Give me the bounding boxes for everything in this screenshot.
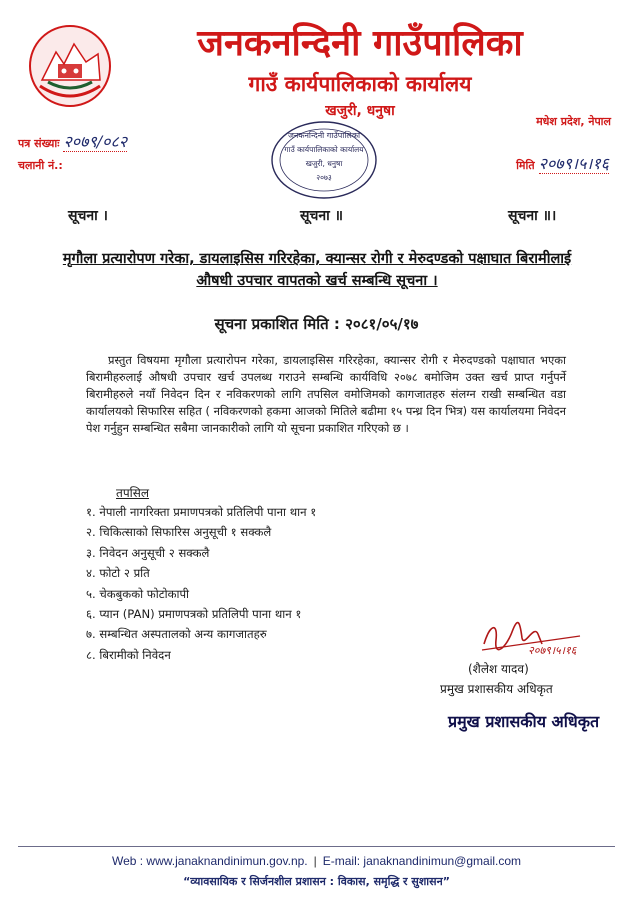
notice-body: प्रस्तुत विषयमा मृगौला प्रत्यारोपन गरेका, डायलाइसिस गरिरहेका, क्यान्सर रोगी र मेरुदण्डको पक्षाघात भएका बिरामीहरुलाई औषधी उपचार खर्च उपलब्ध गराउने सम्बन्धि कार्यविधि २०७८ बमोजिम उक्त खर्च प्राप्त गर्नुपर्ने बिरामीहरुले नयाँ निवेदन दिन र नविकरणको लागि तपसिल वमोजिमको कागजातहरु संलग्न राखी सम्बन्धित वडा कार्यालयको सिफारिस सहित ( नविकरणको हकमा आजको मितिले बढीमा १५ पन्ध्र दिन भित्र) यस कार्यालयमा निवेदन पेश गर्नुहुन सम्बन्धित सबैमा जानकारीको लागि यो सूचना प्रकाशित गरिएको छ । bbox=[86, 353, 566, 435]
office-name: गाउँ कार्यपालिकाको कार्यालय bbox=[248, 72, 472, 96]
footer-web-link[interactable]: Web : www.janaknandinimun.gov.np. bbox=[111, 854, 308, 868]
chalani-number bbox=[18, 158, 63, 173]
list-item: २. चिकित्साको सिफारिस अनुसूची १ सक्कलै bbox=[86, 525, 272, 540]
notice-label-1: सूचना । bbox=[68, 208, 108, 224]
patra-value: २०७९/०८२ bbox=[63, 132, 128, 151]
attachment-list-title: तपसिल bbox=[116, 486, 150, 500]
subject-text: मृगौला प्रत्यारोपण गरेका, डायलाइसिस गरिरहेका, क्यान्सर रोगी र मेरुदण्डको पक्षाघात बिरामीलाई औषधी उपचार वापतको खर्च सम्बन्धि सूचना । bbox=[62, 251, 572, 289]
org-name: जनकनन्दिनी गाउँपालिका bbox=[197, 23, 523, 64]
list-item: १. नेपाली नागरिक्ता प्रमाणपत्रको प्रतिलिपी पाना थान १ bbox=[86, 505, 317, 519]
date-label: मिति bbox=[516, 159, 535, 172]
province-label: मधेश प्रदेश, नेपाल bbox=[536, 115, 611, 128]
notice-label-3: सूचना ॥। bbox=[508, 208, 557, 224]
notice-subject bbox=[62, 248, 572, 292]
signer-title: प्रमुख प्रशासकीय अधिकृत bbox=[440, 682, 553, 696]
patra-sankhya bbox=[18, 130, 127, 152]
office-seal bbox=[268, 118, 380, 202]
footer-contact bbox=[0, 854, 633, 868]
date-field bbox=[516, 152, 609, 174]
list-item: ४. फोटो २ प्रति bbox=[86, 566, 150, 581]
list-item: ६. प्यान (PAN) प्रमाणपत्रको प्रतिलिपी पाना थान १ bbox=[86, 607, 302, 622]
footer-email-link[interactable]: E-mail: janaknandinimun@gmail.com bbox=[322, 854, 522, 868]
seal-line-1: जनकनन्दिनी गाउँपालिका bbox=[287, 131, 361, 140]
footer-divider bbox=[18, 846, 615, 847]
list-item: ७. सम्बन्धित अस्पतालको अन्य कागजातहरु bbox=[86, 627, 267, 642]
signature-date: २०७९।५।१६ bbox=[528, 644, 577, 657]
list-item: ५. चेकबुकको फोटोकापी bbox=[86, 586, 190, 601]
notice-label-2: सूचना ॥ bbox=[300, 208, 344, 224]
nepal-emblem-icon bbox=[28, 24, 112, 108]
seal-line-2: गाउँ कार्यपालिकाको कार्यालय bbox=[284, 145, 364, 154]
handwritten-signature bbox=[476, 614, 588, 658]
list-item: ८. बिरामीको निवेदन bbox=[86, 647, 171, 662]
seal-line-3: खजुरी, धनुषा bbox=[305, 159, 343, 168]
signer-name: (शैलेश यादव) bbox=[468, 662, 529, 676]
published-date: सूचना प्रकाशित मिति : २०८१/०५/१७ bbox=[214, 315, 419, 333]
designation-stamp: प्रमुख प्रशासकीय अधिकृत bbox=[448, 712, 600, 731]
chalani-label: चलानी नं.: bbox=[18, 159, 63, 172]
office-address: खजुरी, धनुषा bbox=[325, 103, 395, 119]
patra-label: पत्र संख्याः bbox=[18, 137, 60, 150]
date-value: २०७९।५।१६ bbox=[538, 154, 609, 173]
footer-separator: | bbox=[313, 854, 317, 868]
footer-slogan: “व्यावसायिक र सिर्जनशील प्रशासन : विकास, समृद्धि र सुशासन” bbox=[183, 875, 450, 888]
seal-line-4: २०७३ bbox=[316, 173, 332, 182]
attachment-list bbox=[86, 502, 446, 665]
list-item: ३. निवेदन अनुसूची २ सक्कलै bbox=[86, 545, 210, 560]
notice-label-row bbox=[0, 206, 633, 228]
